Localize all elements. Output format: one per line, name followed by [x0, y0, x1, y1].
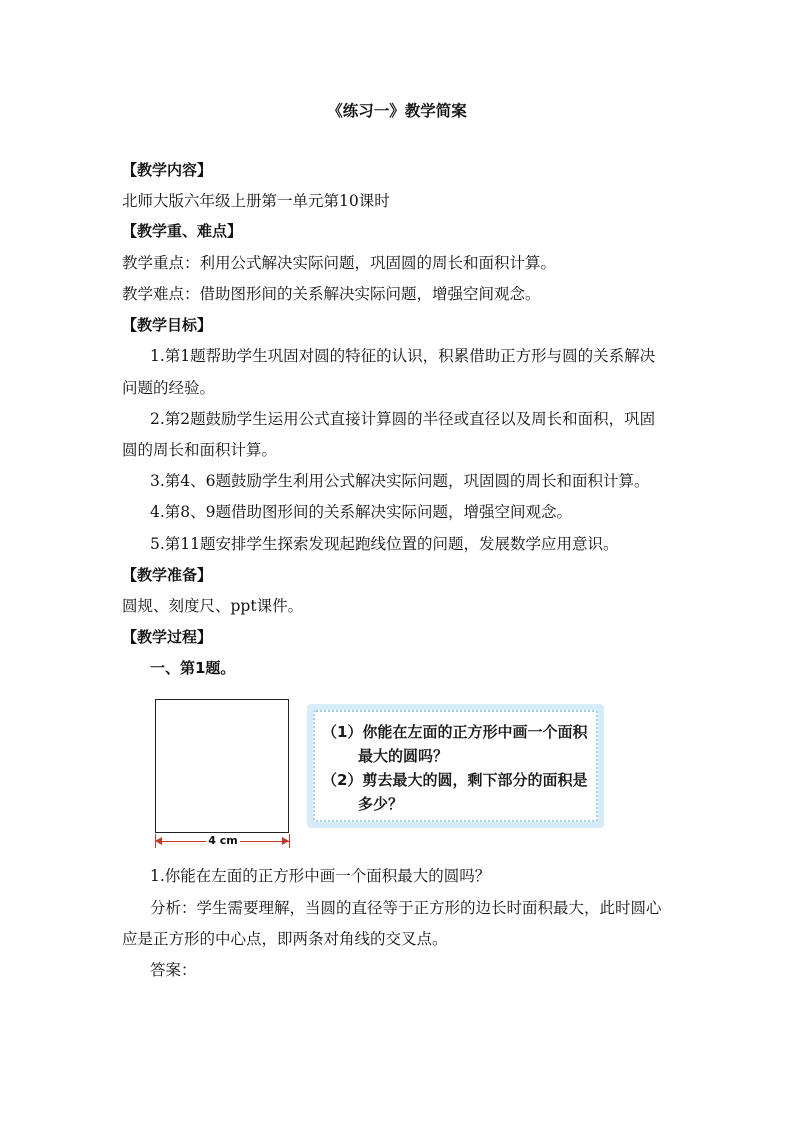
content-text: 北师大版六年级上册第一单元第10课时: [122, 192, 390, 210]
goal-line: 问题的经验。: [122, 379, 216, 397]
analysis-line: 应是正方形的中心点，即两条对角线的交叉点。: [122, 930, 448, 948]
part1-heading: 一、第1题。: [150, 659, 236, 677]
question-1-line1: （1）你能在左面的正方形中画一个面积: [322, 723, 588, 741]
question-2-line2: 多少？: [358, 795, 404, 813]
content-heading: 【教学内容】: [122, 161, 213, 179]
goal-line: 3.第4、6题鼓励学生利用公式解决实际问题，巩固圆的周长和面积计算。: [150, 472, 650, 490]
key-heading: 【教学重、难点】: [122, 222, 243, 240]
difficulty: 教学难点：借助图形间的关系解决实际问题，增强空间观念。: [122, 285, 541, 303]
square-figure: [155, 699, 289, 833]
analysis-line: 分析：学生需要理解，当圆的直径等于正方形的边长时面积最大，此时圆心: [150, 899, 662, 917]
arrow-right-icon: [282, 837, 289, 845]
dimension-label: 4 cm: [206, 834, 240, 848]
goal-line: 2.第2题鼓励学生运用公式直接计算圆的半径或直径以及周长和面积，巩固: [150, 410, 656, 428]
key-point: 教学重点：利用公式解决实际问题，巩固圆的周长和面积计算。: [122, 254, 557, 272]
prep-heading: 【教学准备】: [122, 566, 213, 584]
process-heading: 【教学过程】: [122, 628, 213, 646]
prep-text: 圆规、刻度尺、ppt课件。: [122, 597, 304, 615]
goal-line: 5.第11题安排学生探索发现起跑线位置的问题，发展数学应用意识。: [150, 535, 619, 553]
goal-line: 4.第8、9题借助图形间的关系解决实际问题，增强空间观念。: [150, 503, 573, 521]
goal-line: 圆的周长和面积计算。: [122, 441, 278, 459]
arrow-left-icon: [155, 837, 162, 845]
page-title: 《练习一》教学简案: [327, 102, 467, 120]
dimension-tick-right: [289, 834, 290, 848]
answer-label: 答案：: [150, 961, 197, 979]
question-1-line2: 最大的圆吗？: [358, 747, 449, 765]
question-text: 1.你能在左面的正方形中画一个面积最大的圆吗？: [150, 867, 491, 885]
question-2-line1: （2）剪去最大的圆，剩下部分的面积是: [322, 771, 588, 789]
goal-heading: 【教学目标】: [122, 316, 213, 334]
goal-line: 1.第1题帮助学生巩固对圆的特征的认识，积累借助正方形与圆的关系解决: [150, 347, 656, 365]
